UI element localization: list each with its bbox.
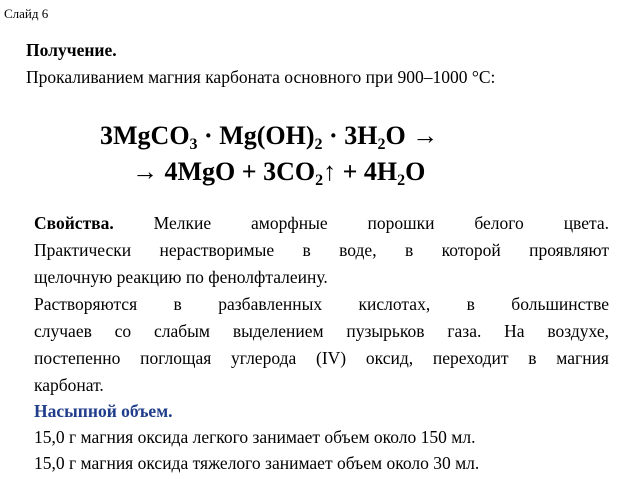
properties-line-6: постепенно поглощая углерода (IV) оксид, переходит в магния — [34, 348, 609, 368]
equation-line-2: → $4MgO + 3CO_2↑ + 4H_2O$ — [132, 157, 426, 189]
slide-label: Слайд 6 — [4, 6, 49, 21]
obtaining-text: Прокаливанием магния карбоната основного при 900–1000 °С: — [26, 67, 496, 87]
bulk-volume-line-2: 15,0 г магния оксида тяжелого занимает объем около 30 мл. — [34, 453, 480, 473]
obtaining-heading: Получение. — [26, 40, 117, 60]
bulk-volume-line-1: 15,0 г магния оксида легкого занимает объем около 150 мл. — [34, 427, 476, 447]
properties-line-5: случаев со слабым выделением пузырьков газа. На воздухе, — [34, 321, 609, 341]
bulk-volume-heading: Насыпной объем. — [34, 401, 173, 421]
properties-heading: Свойства. — [34, 213, 114, 233]
properties-line-7: карбонат. — [34, 375, 104, 395]
properties-line-3: щелочную реакцию по фенолфталеину. — [34, 267, 328, 287]
equation-line-1: 3MgCO$_3$ · $Mg(OH)_2 \cdot 3H_2O$ → — [100, 121, 439, 153]
properties-line-2: Практически нерастворимые в воде, в которой проявляют — [34, 240, 609, 260]
gas-evolution-arrow-icon: ↑ — [323, 157, 337, 186]
properties-line-4: Растворяются в разбавленных кислотах, в большинстве — [34, 294, 609, 314]
properties-line-1: Свойства. Мелкие аморфные порошки белого цвета. — [34, 213, 609, 233]
